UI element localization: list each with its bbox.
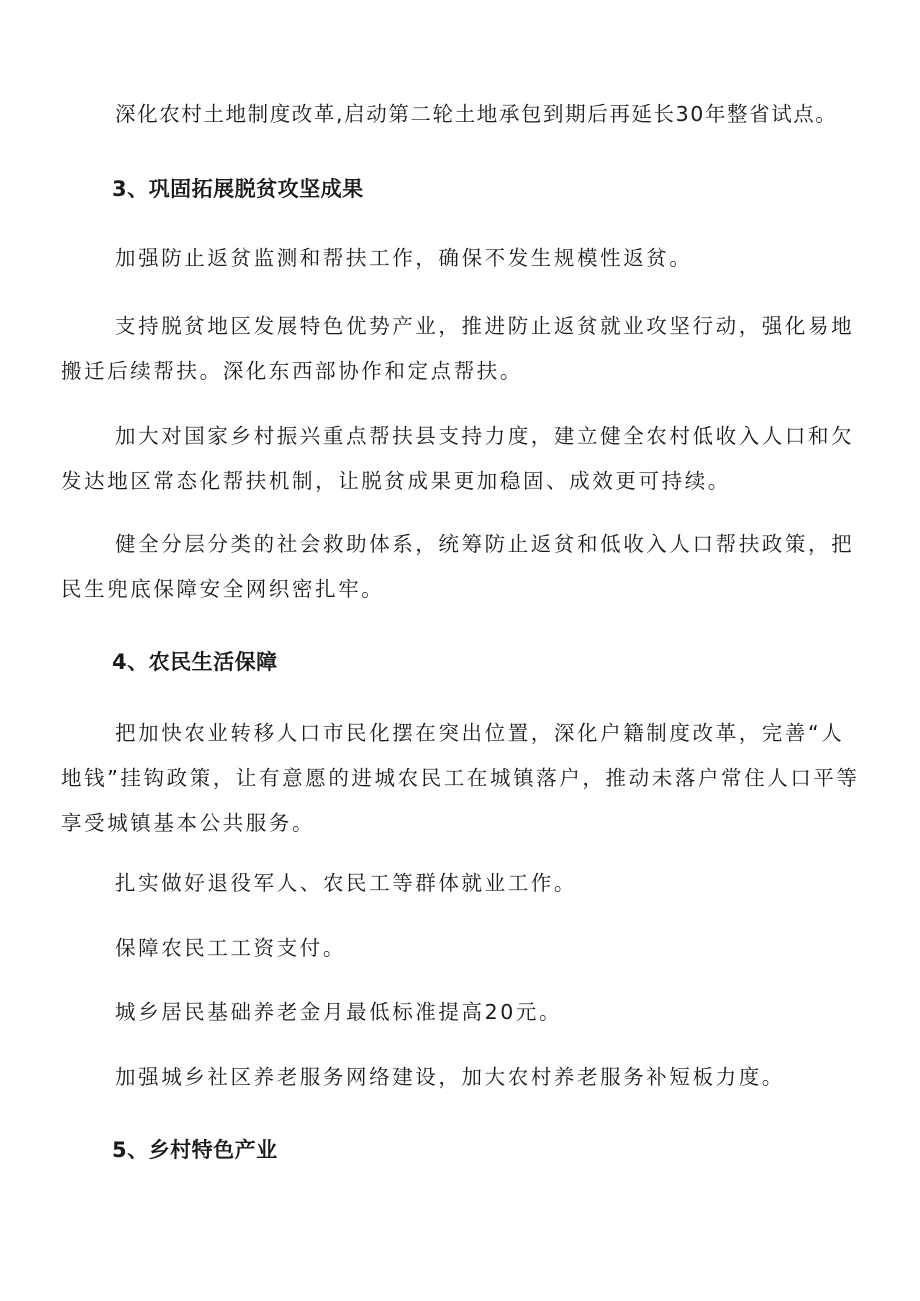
paragraph-pension: 城乡居民基础养老金月最低标准提高20元。	[115, 1000, 563, 1024]
heading-section-3: 3、巩固拓展脱贫攻坚成果	[112, 177, 364, 201]
paragraph-poverty-industry: 支持脱贫地区发展特色优势产业，推进防止返贫就业攻坚行动，强化易地搬迁后续帮扶。深化东西部协作和定点帮扶。	[61, 314, 855, 383]
paragraph-elderly-care: 加强城乡社区养老服务网络建设，加大农村养老服务补短板力度。	[115, 1065, 785, 1089]
paragraph-urbanization: 把加快农业转移人口市民化摆在突出位置，深化户籍制度改革，完善“人地钱”挂钩政策，让有意愿的进城农民工在城镇落户，推动未落户常住人口平等享受城镇基本公共服务。	[61, 721, 860, 835]
heading-section-5: 5、乡村特色产业	[112, 1138, 278, 1162]
paragraph-social-assistance: 健全分层分类的社会救助体系，统筹防止返贫和低收入人口帮扶政策，把民生兜底保障安全网织密扎牢。	[61, 532, 855, 601]
paragraph-employment: 扎实做好退役军人、农民工等群体就业工作。	[115, 871, 577, 895]
paragraph-poverty-monitoring: 加强防止返贫监测和帮扶工作，确保不发生规模性返贫。	[115, 246, 693, 270]
heading-section-4: 4、农民生活保障	[112, 650, 278, 674]
paragraph-wages: 保障农民工工资支付。	[115, 936, 346, 960]
paragraph-key-counties: 加大对国家乡村振兴重点帮扶县支持力度，建立健全农村低收入人口和欠发达地区常态化帮扶机制，让脱贫成果更加稳固、成效更可持续。	[61, 424, 855, 493]
paragraph-land-reform: 深化农村土地制度改革,启动第二轮土地承包到期后再延长30年整省试点。	[115, 102, 838, 126]
